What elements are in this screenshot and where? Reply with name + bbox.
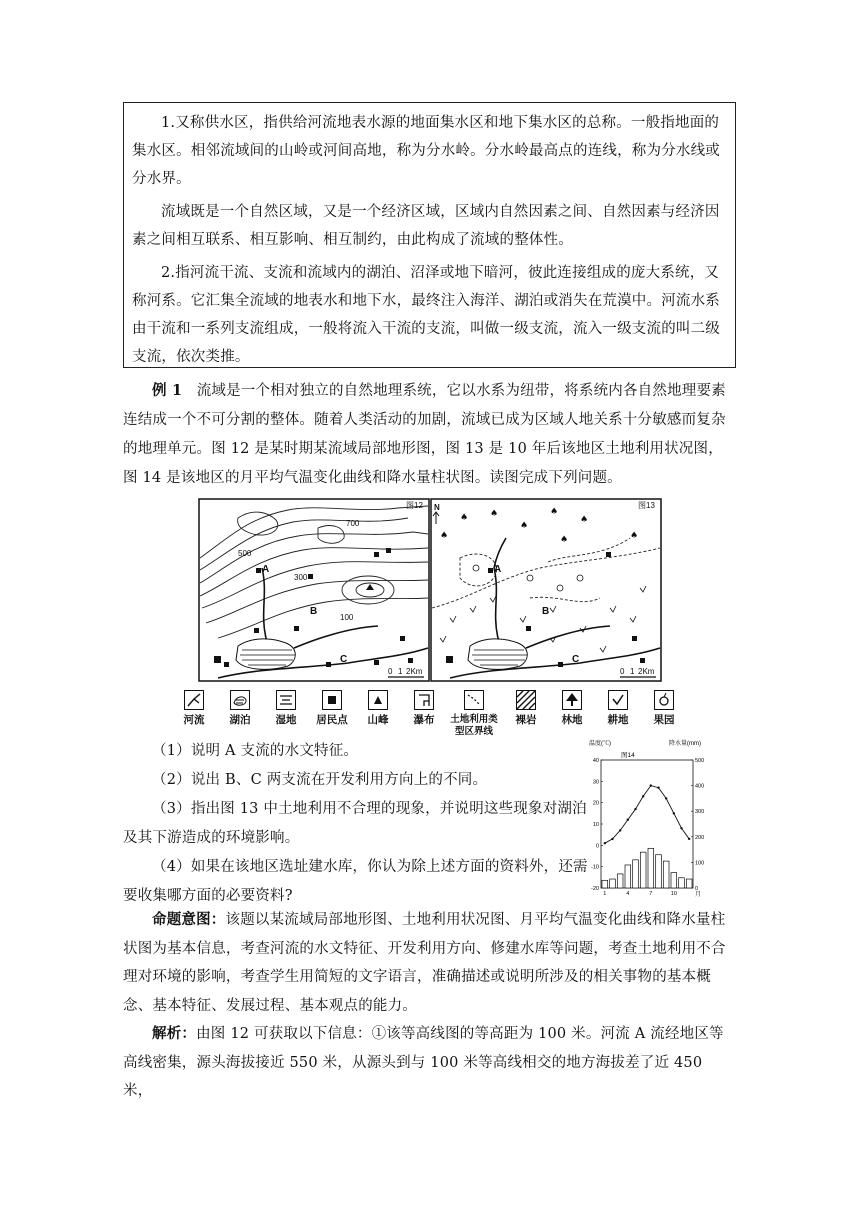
settlement-icon (322, 690, 342, 710)
fig12-label-C: C (340, 654, 348, 665)
intent-paragraph (123, 906, 736, 1020)
example-paragraph (123, 376, 736, 493)
example-label: 例 1 (152, 382, 183, 399)
example-text: 流域是一个相对独立的自然地理系统，它以水系为纽带，将系统内各自然地理要素连结成一个不可分割的整体。随着人类活动的加剧，流域已成为区域人地关系十分敏感而复杂的地理单元。图 12 是某时期某流域局部地形图，图 13 是 10 年后该地区土地利用状况图，图 14 是该地区的月平均气温变化曲线和降水量柱状图。读图完成下列问题。 (123, 383, 726, 486)
y2-tick-label: 300 (695, 809, 705, 816)
map-legend (172, 690, 692, 738)
analysis-text: 由图 12 可获取以下信息：①该等高线图的等高距为 100 米。河流 A 流经地区等高线密集，源头海拔接近 550 米，从源头到与 100 米等高线相交的地方海拔差了近 450 米， (123, 1026, 724, 1099)
temperature-point (611, 838, 613, 840)
temperature-point (665, 797, 667, 799)
precip-bar (640, 852, 646, 888)
svg-text:♠: ♠ (490, 509, 499, 519)
temperature-point (619, 829, 621, 831)
legend-item-forest (550, 690, 594, 726)
fig13-label-C: C (572, 654, 580, 665)
fig12-scale-0: 0 (388, 667, 393, 676)
fig12-label-A: A (262, 564, 270, 575)
fig13-scale-0: 0 (620, 667, 625, 676)
precip-bar (648, 848, 654, 888)
legend-label: 瀑布 (413, 714, 435, 726)
question-1: （1）说明 A 支流的水文特征。 (152, 743, 359, 759)
y-tick-label: 10 (592, 822, 599, 828)
fig13-label-B: B (542, 606, 550, 617)
svg-text:♠: ♠ (440, 531, 449, 541)
temperature-point (604, 842, 606, 844)
box-paragraph-2: 流域既是一个自然区域，又是一个经济区域，区域内自然因素之间、自然因素与经济因素之间相互联系、相互影响、相互制约，由此构成了流域的整体性。 (132, 204, 720, 248)
precip-bar (617, 874, 623, 888)
analysis-paragraph (123, 1020, 736, 1106)
svg-text:♠: ♠ (550, 507, 559, 517)
fig12-scale-km: 2Km (406, 667, 423, 676)
temperature-point (642, 795, 644, 797)
y2-tick-label: 200 (695, 834, 705, 841)
contour-label-300: 300 (294, 573, 308, 582)
x-tick-label: 4 (626, 891, 630, 897)
farmland-icon (608, 690, 628, 710)
legend-item-orchard (642, 690, 686, 726)
fig13-scale-1: 1 (630, 667, 635, 676)
legend-label: 土地利用类型区界线 (450, 714, 498, 737)
svg-text:♠: ♠ (460, 513, 469, 523)
wetland-icon (276, 690, 296, 710)
temperature-point (673, 812, 675, 814)
fig13-label: 图13 (638, 501, 655, 510)
fig12-lake (236, 639, 295, 670)
north-label: N (434, 503, 440, 512)
svg-text:♠: ♠ (560, 535, 569, 545)
y2-tick-label: 500 (695, 758, 705, 764)
boundary-icon (464, 690, 484, 710)
precip-bar (633, 860, 639, 888)
svg-text:♠: ♠ (520, 521, 529, 531)
legend-label: 果园 (653, 714, 675, 726)
temperature-point (634, 808, 636, 810)
y-tick-label: -20 (591, 886, 599, 892)
x-tick-label: 1 (603, 891, 607, 897)
orchard-icon (654, 690, 674, 710)
contour-label-700: 700 (346, 519, 360, 528)
chart-ylabel: 温度(℃) (589, 741, 611, 747)
legend-label: 居民点 (316, 714, 348, 726)
bare-rock-icon (516, 690, 536, 710)
legend-item-waterfall (402, 690, 446, 726)
legend-item-wetland (264, 690, 308, 726)
maps-figure (198, 498, 662, 682)
legend-label: 湖泊 (229, 714, 251, 726)
fig13-label-A: A (494, 564, 502, 575)
analysis-section (123, 906, 736, 1106)
y2-tick-label: 100 (695, 860, 705, 867)
precip-bar (679, 878, 685, 888)
temperature-point (650, 784, 652, 786)
legend-label: 林地 (561, 714, 583, 726)
climate-chart (587, 738, 717, 903)
chart-xlabel: 月 (695, 892, 702, 898)
intent-label: 命题意图： (152, 911, 226, 928)
legend-item-peak (356, 690, 400, 726)
precip-bar (610, 879, 616, 888)
legend-label: 河流 (183, 714, 205, 726)
y-tick-label: 20 (592, 800, 599, 807)
questions (123, 737, 588, 911)
question-2: （2）说出 B、C 两支流在开发利用方向上的不同。 (152, 772, 488, 788)
question-3: （3）指出图 13 中土地利用不合理的现象，并说明这些现象对湖泊及其下游造成的环境影响。 (123, 801, 587, 846)
precip-bar (602, 880, 608, 888)
tree-icon (562, 690, 582, 710)
legend-item-river (172, 690, 216, 726)
svg-text:♠: ♠ (630, 531, 639, 541)
chart-y2label: 降水量(mm) (669, 741, 701, 747)
fig12-scale-1: 1 (398, 667, 403, 676)
temperature-point (688, 838, 690, 840)
contour-label-500: 500 (238, 549, 252, 558)
contour-label-100: 100 (340, 613, 354, 622)
legend-item-bare-rock (504, 690, 548, 726)
y-tick-label: -10 (591, 864, 599, 871)
temperature-point (627, 819, 629, 821)
y-tick-label: 40 (592, 758, 599, 764)
waterfall-icon (414, 690, 434, 710)
precip-bar (625, 865, 631, 888)
temperature-point (680, 827, 682, 829)
example-section (123, 376, 736, 493)
y2-tick-label: 0 (695, 886, 699, 892)
definition-box (123, 102, 736, 368)
y-tick-label: 30 (592, 779, 599, 786)
legend-item-lake (218, 690, 262, 726)
legend-label: 裸岩 (515, 714, 537, 726)
precip-bar (663, 861, 669, 888)
lake-icon (230, 690, 250, 710)
legend-label: 耕地 (607, 714, 629, 726)
precip-bar (656, 855, 662, 888)
box-paragraph-3: 2.指河流干流、支流和流域内的湖泊、沼泽或地下暗河，彼此连接组成的庞大系统，又称河系。它汇集全流域的地表水和地下水，最终注入海洋、湖泊或消失在荒漠中。河流水系由干流和一系列支流组成，一般将流入干流的支流，叫做一级支流，流入一级支流的叫二级支流，依次类推。 (132, 265, 720, 365)
chart-title: 图14 (621, 752, 635, 759)
precip-bar (686, 879, 692, 888)
intent-text: 该题以某流域局部地形图、土地利用状况图、月平均气温变化曲线和降水量柱状图为基本信息，考查河流的水文特征、开发利用方向、修建水库等问题，考查土地利用不合理对环境的影响，考查学生用简短的文字语言，准确描述或说明所涉及的相关事物的基本概念、基本特征、发展过程、基本观点的能力。 (123, 912, 726, 1014)
legend-item-farmland (596, 690, 640, 726)
river-icon (184, 690, 204, 710)
fig13-scale-km: 2Km (638, 667, 655, 676)
legend-item-settlement (310, 690, 354, 726)
legend-item-boundary (448, 690, 500, 738)
analysis-label: 解析： (152, 1025, 197, 1042)
temperature-line (605, 786, 689, 844)
x-tick-label: 7 (649, 891, 653, 897)
y-tick-label: 0 (595, 843, 599, 850)
fig12-label: 图12 (406, 501, 423, 510)
box-paragraph-1: 1.又称供水区，指供给河流地表水源的地面集水区和地下集水区的总称。一般指地面的集水区。相邻流域间的山岭或河间高地，称为分水岭。分水岭最高点的连线，称为分水线或分水界。 (132, 115, 720, 187)
peak-icon (368, 690, 388, 710)
question-4: （4）如果在该地区选址建水库，你认为除上述方面的资料外，还需要收集哪方面的必要资料? (123, 859, 588, 904)
svg-text:♠: ♠ (580, 515, 589, 525)
y2-tick-label: 400 (695, 783, 705, 790)
legend-label: 湿地 (275, 714, 297, 726)
x-tick-label: 10 (670, 891, 677, 897)
fig12-label-B: B (310, 606, 318, 617)
precip-bar (671, 873, 677, 888)
legend-label: 山峰 (367, 714, 389, 726)
temperature-point (657, 787, 659, 789)
